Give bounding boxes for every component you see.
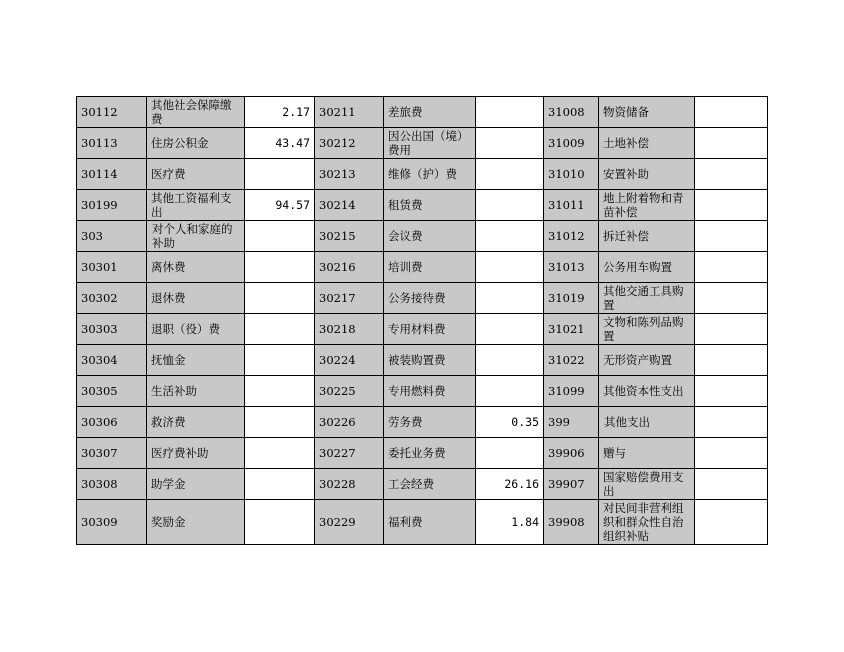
amount-cell bbox=[695, 438, 768, 469]
amount-cell bbox=[245, 438, 315, 469]
table-row bbox=[77, 376, 768, 407]
amount-cell bbox=[245, 376, 315, 407]
amount-cell bbox=[476, 190, 544, 221]
table-row bbox=[77, 500, 768, 545]
name-cell: 其他社会保障缴费 bbox=[147, 97, 245, 128]
name-cell: 退休费 bbox=[147, 283, 245, 314]
code-cell: 39908 bbox=[544, 500, 599, 545]
amount-cell bbox=[695, 128, 768, 159]
amount-cell bbox=[695, 283, 768, 314]
amount-cell: 2.17 bbox=[245, 97, 315, 128]
expenditure-table bbox=[76, 96, 768, 545]
code-cell: 30217 bbox=[315, 283, 384, 314]
amount-cell bbox=[476, 128, 544, 159]
code-cell: 30211 bbox=[315, 97, 384, 128]
amount-cell: 43.47 bbox=[245, 128, 315, 159]
code-cell: 31022 bbox=[544, 345, 599, 376]
code-cell: 31010 bbox=[544, 159, 599, 190]
amount-cell bbox=[476, 97, 544, 128]
code-cell: 30216 bbox=[315, 252, 384, 283]
amount-cell bbox=[245, 283, 315, 314]
code-cell: 31021 bbox=[544, 314, 599, 345]
name-cell: 文物和陈列品购置 bbox=[599, 314, 695, 345]
name-cell: 公务接待费 bbox=[384, 283, 476, 314]
name-cell: 生活补助 bbox=[147, 376, 245, 407]
amount-cell bbox=[476, 221, 544, 252]
code-cell: 30229 bbox=[315, 500, 384, 545]
amount-cell bbox=[245, 500, 315, 545]
amount-cell bbox=[695, 252, 768, 283]
code-cell: 31019 bbox=[544, 283, 599, 314]
table-row bbox=[77, 128, 768, 159]
code-cell: 30214 bbox=[315, 190, 384, 221]
table-row bbox=[77, 221, 768, 252]
name-cell: 其他交通工具购置 bbox=[599, 283, 695, 314]
amount-cell bbox=[245, 252, 315, 283]
amount-cell bbox=[695, 159, 768, 190]
table-body bbox=[77, 97, 768, 545]
amount-cell bbox=[476, 159, 544, 190]
name-cell: 住房公积金 bbox=[147, 128, 245, 159]
amount-cell bbox=[695, 97, 768, 128]
amount-cell bbox=[695, 500, 768, 545]
code-cell: 30302 bbox=[77, 283, 147, 314]
code-cell: 30213 bbox=[315, 159, 384, 190]
code-cell: 30304 bbox=[77, 345, 147, 376]
amount-cell bbox=[476, 252, 544, 283]
code-cell: 30218 bbox=[315, 314, 384, 345]
code-cell: 39906 bbox=[544, 438, 599, 469]
code-cell: 30309 bbox=[77, 500, 147, 545]
amount-cell bbox=[695, 190, 768, 221]
code-cell: 30301 bbox=[77, 252, 147, 283]
table-row bbox=[77, 469, 768, 500]
name-cell: 救济费 bbox=[147, 407, 245, 438]
code-cell: 39907 bbox=[544, 469, 599, 500]
name-cell: 工会经费 bbox=[384, 469, 476, 500]
code-cell: 399 bbox=[544, 407, 599, 438]
table-row bbox=[77, 314, 768, 345]
code-cell: 30303 bbox=[77, 314, 147, 345]
code-cell: 303 bbox=[77, 221, 147, 252]
name-cell: 土地补偿 bbox=[599, 128, 695, 159]
code-cell: 30308 bbox=[77, 469, 147, 500]
amount-cell bbox=[476, 314, 544, 345]
code-cell: 30225 bbox=[315, 376, 384, 407]
name-cell: 赠与 bbox=[599, 438, 695, 469]
code-cell: 30215 bbox=[315, 221, 384, 252]
table-row bbox=[77, 283, 768, 314]
code-cell: 30112 bbox=[77, 97, 147, 128]
amount-cell bbox=[695, 221, 768, 252]
name-cell: 抚恤金 bbox=[147, 345, 245, 376]
code-cell: 30113 bbox=[77, 128, 147, 159]
name-cell: 差旅费 bbox=[384, 97, 476, 128]
name-cell: 安置补助 bbox=[599, 159, 695, 190]
table-row bbox=[77, 438, 768, 469]
name-cell: 租赁费 bbox=[384, 190, 476, 221]
code-cell: 30224 bbox=[315, 345, 384, 376]
amount-cell bbox=[476, 345, 544, 376]
name-cell: 物资储备 bbox=[599, 97, 695, 128]
table-row bbox=[77, 159, 768, 190]
amount-cell bbox=[245, 221, 315, 252]
code-cell: 31012 bbox=[544, 221, 599, 252]
amount-cell bbox=[695, 407, 768, 438]
amount-cell bbox=[476, 438, 544, 469]
name-cell: 医疗费补助 bbox=[147, 438, 245, 469]
table-row bbox=[77, 190, 768, 221]
amount-cell: 0.35 bbox=[476, 407, 544, 438]
amount-cell bbox=[245, 407, 315, 438]
code-cell: 30306 bbox=[77, 407, 147, 438]
name-cell: 医疗费 bbox=[147, 159, 245, 190]
name-cell: 拆迁补偿 bbox=[599, 221, 695, 252]
code-cell: 30228 bbox=[315, 469, 384, 500]
code-cell: 30307 bbox=[77, 438, 147, 469]
amount-cell: 26.16 bbox=[476, 469, 544, 500]
amount-cell bbox=[245, 314, 315, 345]
name-cell: 公务用车购置 bbox=[599, 252, 695, 283]
code-cell: 31008 bbox=[544, 97, 599, 128]
amount-cell bbox=[245, 159, 315, 190]
amount-cell bbox=[476, 376, 544, 407]
name-cell: 对个人和家庭的补助 bbox=[147, 221, 245, 252]
name-cell: 其他支出 bbox=[599, 407, 695, 438]
name-cell: 委托业务费 bbox=[384, 438, 476, 469]
code-cell: 31009 bbox=[544, 128, 599, 159]
code-cell: 30305 bbox=[77, 376, 147, 407]
name-cell: 会议费 bbox=[384, 221, 476, 252]
amount-cell bbox=[245, 345, 315, 376]
amount-cell bbox=[695, 469, 768, 500]
code-cell: 30212 bbox=[315, 128, 384, 159]
name-cell: 专用材料费 bbox=[384, 314, 476, 345]
name-cell: 其他工资福利支出 bbox=[147, 190, 245, 221]
name-cell: 助学金 bbox=[147, 469, 245, 500]
code-cell: 30199 bbox=[77, 190, 147, 221]
name-cell: 无形资产购置 bbox=[599, 345, 695, 376]
code-cell: 30227 bbox=[315, 438, 384, 469]
name-cell: 劳务费 bbox=[384, 407, 476, 438]
name-cell: 其他资本性支出 bbox=[599, 376, 695, 407]
table-row bbox=[77, 345, 768, 376]
code-cell: 31013 bbox=[544, 252, 599, 283]
code-cell: 30226 bbox=[315, 407, 384, 438]
amount-cell: 94.57 bbox=[245, 190, 315, 221]
name-cell: 对民间非营利组织和群众性自治组织补贴 bbox=[599, 500, 695, 545]
name-cell: 培训费 bbox=[384, 252, 476, 283]
table-row bbox=[77, 97, 768, 128]
name-cell: 维修（护）费 bbox=[384, 159, 476, 190]
name-cell: 因公出国（境）费用 bbox=[384, 128, 476, 159]
name-cell: 被装购置费 bbox=[384, 345, 476, 376]
table-row bbox=[77, 252, 768, 283]
budget-sheet bbox=[76, 96, 767, 545]
amount-cell bbox=[695, 314, 768, 345]
name-cell: 离休费 bbox=[147, 252, 245, 283]
name-cell: 退职（役）费 bbox=[147, 314, 245, 345]
amount-cell bbox=[476, 283, 544, 314]
code-cell: 31099 bbox=[544, 376, 599, 407]
table-row bbox=[77, 407, 768, 438]
amount-cell bbox=[695, 345, 768, 376]
code-cell: 31011 bbox=[544, 190, 599, 221]
amount-cell: 1.84 bbox=[476, 500, 544, 545]
amount-cell bbox=[245, 469, 315, 500]
code-cell: 30114 bbox=[77, 159, 147, 190]
name-cell: 国家赔偿费用支出 bbox=[599, 469, 695, 500]
name-cell: 地上附着物和青苗补偿 bbox=[599, 190, 695, 221]
name-cell: 奖励金 bbox=[147, 500, 245, 545]
amount-cell bbox=[695, 376, 768, 407]
name-cell: 专用燃料费 bbox=[384, 376, 476, 407]
name-cell: 福利费 bbox=[384, 500, 476, 545]
